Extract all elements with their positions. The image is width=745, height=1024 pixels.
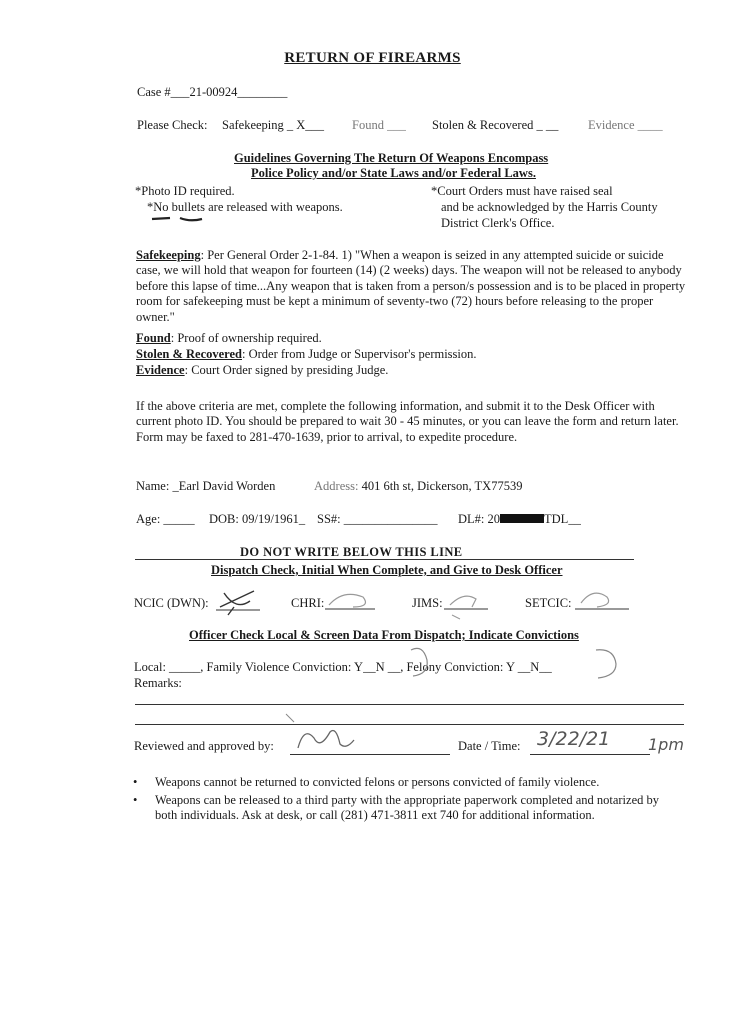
- remarks-line-2: [135, 724, 684, 725]
- case-field: [137, 85, 287, 100]
- handwritten-underline-mark: [150, 213, 210, 225]
- dl-field: [458, 512, 581, 527]
- guideline-clerk-office: District Clerk's Office.: [441, 216, 555, 230]
- name-field: [136, 479, 275, 494]
- setcic-initials-mark: [573, 585, 635, 615]
- handwritten-time: 1pm: [648, 735, 684, 754]
- reviewer-signature-mark: [290, 722, 360, 756]
- local-conviction-line: Local: _____, Family Violence Conviction: Y__N __, Felony Conviction: Y __N__: [134, 660, 552, 674]
- dl-redaction-block: [500, 514, 544, 523]
- found-text: : Proof of ownership required.: [170, 331, 322, 345]
- dl-label: DL#: 20: [458, 512, 501, 526]
- jims-label: JIMS:: [412, 596, 443, 610]
- address-label: Address:: [314, 479, 359, 493]
- check-found: Found ___: [352, 118, 406, 132]
- chri-label: CHRI:: [291, 596, 325, 610]
- ncic-initials-mark: [214, 585, 264, 619]
- stolen-label: Stolen & Recovered: [136, 347, 242, 361]
- safekeeping-label: Safekeeping: [136, 248, 201, 262]
- guideline-acknowledged: and be acknowledged by the Harris County: [441, 200, 658, 214]
- check-label: Please Check:: [137, 118, 208, 132]
- remarks-label: Remarks:: [134, 676, 182, 690]
- check-evidence: Evidence ____: [588, 118, 663, 132]
- evidence-text: : Court Order signed by presiding Judge.: [184, 363, 389, 377]
- remarks-line-1: [135, 704, 684, 705]
- ss-field: SS#: _______________: [317, 512, 438, 526]
- guideline-court-orders: *Court Orders must have raised seal: [431, 184, 613, 198]
- instructions-paragraph: If the above criteria are met, complete the following information, and submit it to the Desk Officer with current photo ID. You should be prepared to wait 30 - 45 minutes, or you can leave the form and return later. Form may be faxed to 281-470-1639, prior to arrival, to expedite procedure.: [136, 399, 679, 444]
- safekeeping-text: : Per General Order 2-1-84. 1) "When a weapon is seized in any attempted suicide or suicide case, we will hold that weapon for fourteen (14) (2 weeks) days. The weapon will not be released to anybody before this lapse of time...Any weapon that is taken from a person/s possession and is to be placed in property room for safekeeping must be kept a minimum of seventy-two (72) hours before releasing to the proper owner.": [136, 248, 686, 324]
- evidence-label: Evidence: [136, 363, 185, 377]
- guidelines-heading-1: Guidelines Governing The Return Of Weapons Encompass: [234, 151, 549, 165]
- guideline-photo-id: *Photo ID required.: [135, 184, 235, 198]
- dl-suffix: TDL__: [544, 512, 581, 526]
- case-number: 21-00924: [189, 85, 238, 99]
- do-not-write-heading: DO NOT WRITE BELOW THIS LINE: [240, 545, 463, 559]
- date-time-line: [530, 754, 650, 755]
- case-label: Case #___: [137, 85, 190, 99]
- check-stolen: Stolen & Recovered _ __: [432, 118, 559, 132]
- case-underline: ________: [237, 85, 288, 99]
- divider-line: [135, 559, 634, 560]
- page-title: RETURN OF FIREARMS: [284, 50, 461, 66]
- bullet-third-party: Weapons can be released to a third party with the appropriate paperwork completed and notarized by both individuals. Ask at desk, or call (281) 471-3811 ext 740 for additional information.: [155, 793, 660, 823]
- age-field: Age: _____: [136, 512, 195, 526]
- felony-circle-mark: [588, 646, 622, 684]
- dispatch-heading: Dispatch Check, Initial When Complete, and Give to Desk Officer: [211, 563, 563, 577]
- setcic-label: SETCIC:: [525, 596, 572, 610]
- evidence-line: [136, 363, 388, 378]
- stolen-text: : Order from Judge or Supervisor's permission.: [242, 347, 477, 361]
- ncic-label: NCIC (DWN):: [134, 596, 209, 610]
- handwritten-date: 3/22/21: [537, 728, 611, 750]
- family-violence-circle-mark: [405, 646, 435, 680]
- guideline-no-bullets: *No bullets are released with weapons.: [147, 200, 343, 214]
- bullet-convicted-felons: Weapons cannot be returned to convicted felons or persons convicted of family violence.: [155, 775, 600, 789]
- found-line: [136, 331, 322, 346]
- date-time-label: Date / Time:: [458, 739, 521, 753]
- dob-field: DOB: 09/19/1961_: [209, 512, 306, 526]
- reviewed-label: Reviewed and approved by:: [134, 739, 274, 753]
- found-label: Found: [136, 331, 171, 345]
- bullet-dot: •: [133, 775, 138, 789]
- check-safekeeping: Safekeeping _ X___: [222, 118, 325, 132]
- address-field: [314, 479, 522, 494]
- safekeeping-paragraph: [136, 248, 691, 325]
- bullet-dot: •: [133, 793, 138, 807]
- address-value: 401 6th st, Dickerson, TX77539: [361, 479, 523, 493]
- officer-check-heading: Officer Check Local & Screen Data From Dispatch; Indicate Convictions: [189, 628, 579, 642]
- name-value: Earl David Worden: [178, 479, 276, 493]
- guidelines-heading-2: Police Policy and/or State Laws and/or Federal Laws.: [251, 166, 536, 180]
- name-label: Name: _: [136, 479, 179, 493]
- stolen-line: [136, 347, 477, 362]
- jims-initials-mark: [442, 585, 492, 621]
- chri-initials-mark: [323, 585, 379, 615]
